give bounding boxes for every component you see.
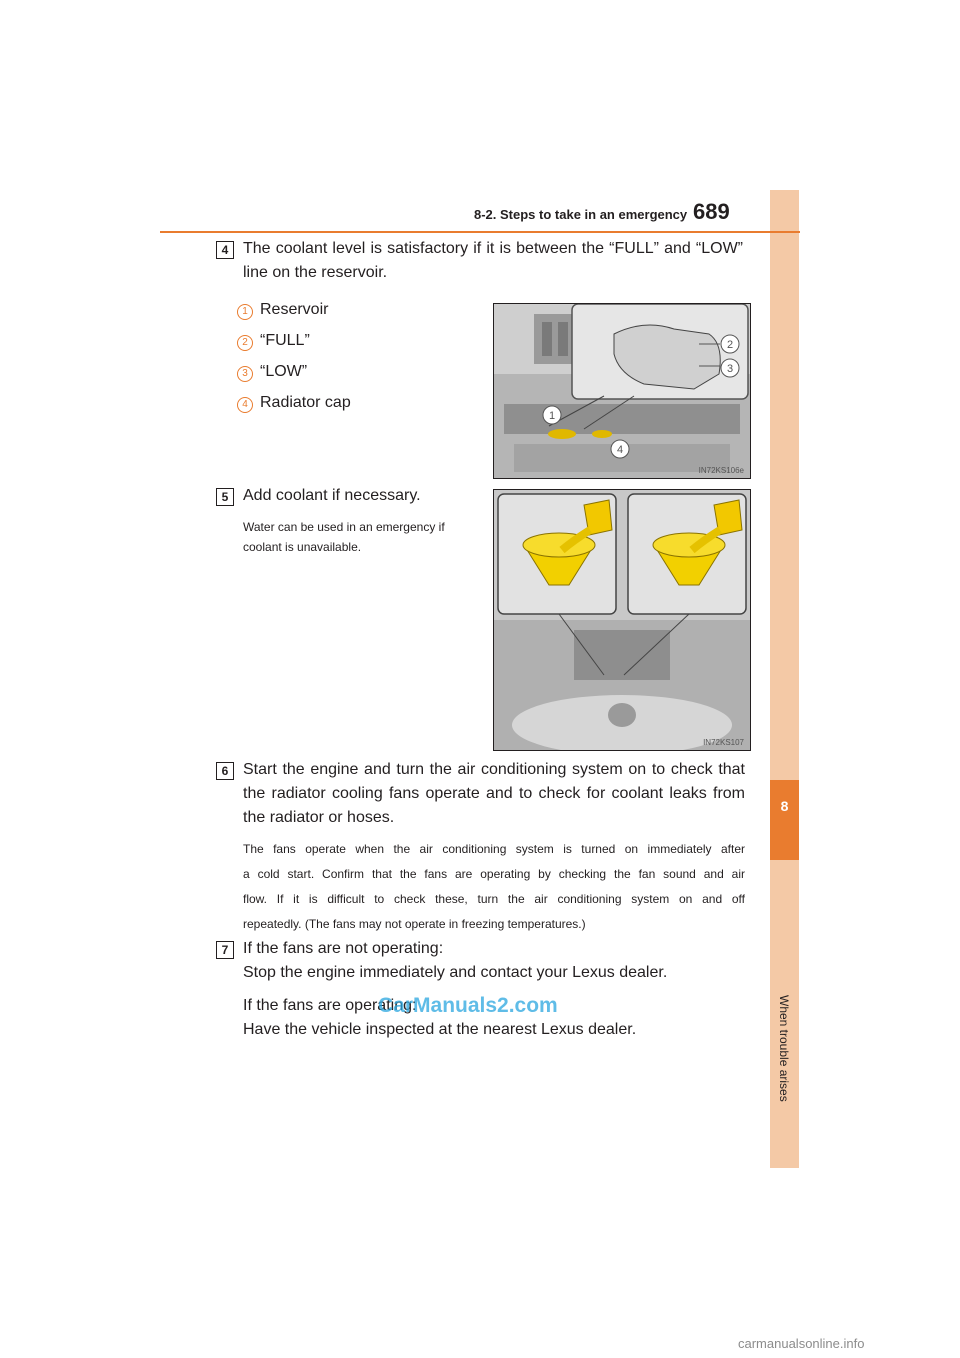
legend-2-marker: 2	[237, 335, 253, 351]
footer-watermark: carmanualsonline.info	[738, 1336, 865, 1351]
watermark-logo: CarManuals2.com	[378, 994, 558, 1017]
legend-4-label: Radiator cap	[260, 394, 351, 411]
legend-1-label: Reservoir	[260, 301, 329, 318]
step-7-line-3: If the fans are operating:	[243, 997, 417, 1014]
svg-text:2: 2	[726, 339, 734, 351]
reservoir-illustration	[493, 303, 751, 479]
svg-text:4: 4	[616, 444, 624, 456]
legend-1-marker: 1	[237, 304, 253, 320]
step-6-note: The fans operate when the air conditioning system is turned on immediately after a cold start. Confirm that the fans are operating by checking the fan sound and air flow. If it is difficult to check these, turn the air conditioning system on and off repeatedly. (The fans may not operate in freezing temperatures.)	[243, 842, 745, 931]
section-title: 8-2. Steps to take in an emergency	[474, 207, 688, 222]
chapter-marker	[770, 780, 799, 860]
step-4-marker: 4	[216, 241, 234, 259]
add-coolant-illustration	[493, 489, 751, 751]
step-4-text: The coolant level is satisfactory if it is between the “FULL” and “LOW” line on the reservoir.	[243, 240, 743, 281]
svg-text:3: 3	[726, 363, 734, 375]
legend-3-marker: 3	[237, 366, 253, 382]
step-7-marker: 7	[216, 941, 234, 959]
legend-4-marker: 4	[237, 397, 253, 413]
svg-text:1: 1	[548, 410, 556, 422]
step-5-note: Water can be used in an emergency if coolant is unavailable.	[243, 520, 445, 554]
step-7-line-2: Stop the engine immediately and contact your Lexus dealer.	[243, 964, 668, 981]
step-5-text: Add coolant if necessary.	[243, 487, 421, 504]
figure-2-code: IN72KS107	[703, 738, 744, 747]
step-5-marker: 5	[216, 488, 234, 506]
step-7-line-4: Have the vehicle inspected at the nearest Lexus dealer.	[243, 1021, 637, 1038]
legend-3-label: “LOW”	[260, 363, 308, 380]
chapter-number: 8	[780, 798, 789, 814]
header-rule	[160, 231, 800, 233]
page-number: 689	[693, 199, 730, 224]
step-6-marker: 6	[216, 762, 234, 780]
step-6-text: Start the engine and turn the air conditioning system on to check that the radiator cooling fans operate and to check for coolant leaks from the radiator or hoses.	[243, 761, 745, 826]
legend-2-label: “FULL”	[260, 332, 310, 349]
figure-1-code: IN72KS106e	[698, 466, 744, 475]
chapter-title: When trouble arises	[777, 995, 791, 1102]
step-7-line-1: If the fans are not operating:	[243, 940, 444, 957]
